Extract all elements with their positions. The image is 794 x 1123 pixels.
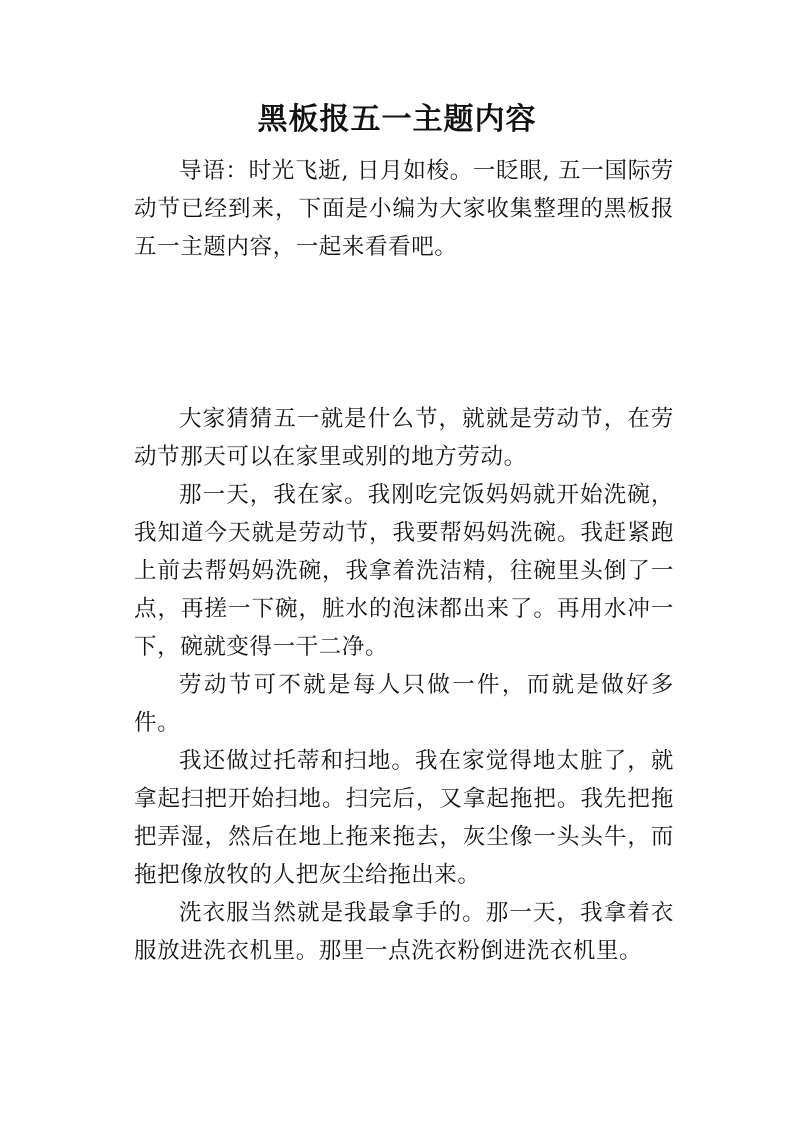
paragraph-5: 洗衣服当然就是我最拿手的。那一天，我拿着衣服放进洗衣机里。那里一点洗衣粉倒进洗衣机里。 [134, 900, 674, 964]
article-body [134, 400, 674, 970]
intro-section [134, 152, 674, 266]
intro-paragraph: 导语：时光飞逝, 日月如梭。一眨眼, 五一国际劳动节已经到来，下面是小编为大家收集整理的黑板报五一主题内容，一起来看看吧。 [134, 158, 674, 260]
paragraph-3: 劳动节可不就是每人只做一件，而就是做好多件。 [134, 672, 674, 736]
paragraph-4: 我还做过托蒂和扫地。我在家觉得地太脏了，就拿起扫把开始扫地。扫完后，又拿起拖把。我先把拖把弄湿，然后在地上拖来拖去，灰尘像一头头牛，而拖把像放牧的人把灰尘给拖出来。 [134, 748, 674, 888]
paragraph-1: 大家猜猜五一就是什么节，就就是劳动节，在劳动节那天可以在家里或别的地方劳动。 [134, 406, 674, 470]
document-title: 黑板报五一主题内容 [257, 102, 537, 137]
paragraph-2: 那一天，我在家。我刚吃完饭妈妈就开始洗碗，我知道今天就是劳动节，我要帮妈妈洗碗。我赶紧跑上前去帮妈妈洗碗，我拿着洗洁精，往碗里头倒了一点，再搓一下碗，脏水的泡沫都出来了。再用水冲一下，碗就变得一干二净。 [134, 482, 674, 660]
